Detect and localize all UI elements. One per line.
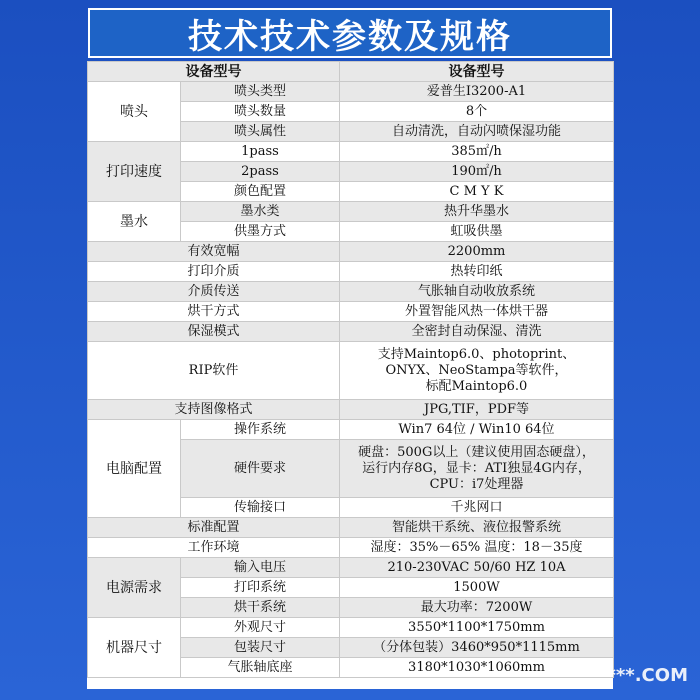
table-row [88,262,614,282]
table-row [88,62,614,82]
row-value: 虹吸供墨 [340,222,614,242]
table-row [88,518,614,538]
row-label: 喷头数量 [181,102,340,122]
row-value-multiline [340,440,614,498]
spec-table [87,61,614,678]
rip-line-2: ONYX、NeoStampa等软件， [385,362,568,378]
table-row [88,322,614,342]
category-size: 机器尺寸 [88,618,181,678]
header-right: 设备型号 [340,62,614,82]
row-value: 爱普生I3200-A1 [340,82,614,102]
row-label: 输入电压 [181,558,340,578]
row-value: Win7 64位 / Win10 64位 [340,420,614,440]
row-value: 8个 [340,102,614,122]
row-label: 支持图像格式 [88,400,340,420]
row-value: 智能烘干系统、液位报警系统 [340,518,614,538]
row-label: 工作环境 [88,538,340,558]
title-banner [88,8,612,58]
watermark: ***.COM [606,665,688,686]
row-label: 操作系统 [181,420,340,440]
category-pc: 电脑配置 [88,420,181,518]
row-value: 湿度：35%－65% 温度：18－35度 [340,538,614,558]
row-value: 385㎡/h [340,142,614,162]
row-label: 包装尺寸 [181,638,340,658]
table-row [88,82,614,102]
row-label: 2pass [181,162,340,182]
row-value: 热转印纸 [340,262,614,282]
hw-line-2: 运行内存8G，显卡：ATI独显4G内存， [362,460,591,476]
row-value: 气胀轴自动收放系统 [340,282,614,302]
row-value: 自动清洗，自动闪喷保湿功能 [340,122,614,142]
table-row [88,400,614,420]
row-label: 有效宽幅 [88,242,340,262]
category-nozzle: 喷头 [88,82,181,142]
row-label: 介质传送 [88,282,340,302]
row-value: （分体包装）3460*950*1115mm [340,638,614,658]
row-label: 烘干系统 [181,598,340,618]
row-value: 1500W [340,578,614,598]
row-label: 外观尺寸 [181,618,340,638]
page-title: 技术技术参数及规格 [188,16,512,57]
row-value: C M Y K [340,182,614,202]
table-row [88,302,614,322]
table-row [88,242,614,262]
header-left: 设备型号 [88,62,340,82]
row-value: 3180*1030*1060mm [340,658,614,678]
row-label: 打印介质 [88,262,340,282]
row-value: 190㎡/h [340,162,614,182]
category-speed: 打印速度 [88,142,181,202]
row-value: 最大功率：7200W [340,598,614,618]
table-row [88,558,614,578]
row-value: 外置智能风热一体烘干器 [340,302,614,322]
category-power: 电源需求 [88,558,181,618]
row-label: RIP软件 [88,342,340,400]
category-ink: 墨水 [88,202,181,242]
row-label: 烘干方式 [88,302,340,322]
row-value-multiline [340,342,614,400]
row-label: 颜色配置 [181,182,340,202]
row-label: 传输接口 [181,498,340,518]
row-label: 硬件要求 [181,440,340,498]
row-value: 2200mm [340,242,614,262]
table-row [88,538,614,558]
table-row [88,282,614,302]
row-label: 打印系统 [181,578,340,598]
row-label: 标准配置 [88,518,340,538]
row-label: 供墨方式 [181,222,340,242]
row-value: 3550*1100*1750mm [340,618,614,638]
table-row [88,202,614,222]
row-value: 210-230VAC 50/60 HZ 10A [340,558,614,578]
row-label: 气胀轴底座 [181,658,340,678]
row-label: 保湿模式 [88,322,340,342]
table-row [88,342,614,400]
spec-sheet [87,61,613,689]
row-value: 千兆网口 [340,498,614,518]
table-row [88,420,614,440]
row-label: 喷头类型 [181,82,340,102]
row-label: 喷头属性 [181,122,340,142]
row-label: 墨水类 [181,202,340,222]
table-row [88,142,614,162]
row-value: 全密封自动保湿、清洗 [340,322,614,342]
row-value: JPG,TIF，PDF等 [340,400,614,420]
row-value: 热升华墨水 [340,202,614,222]
hw-line-1: 硬盘：500G以上（建议使用固态硬盘）， [358,444,595,460]
rip-line-1: 支持Maintop6.0、photoprint、 [377,346,576,362]
table-row [88,618,614,638]
row-label: 1pass [181,142,340,162]
hw-line-3: CPU：i7处理器 [429,476,524,492]
rip-line-3: 标配Maintop6.0 [425,378,528,394]
